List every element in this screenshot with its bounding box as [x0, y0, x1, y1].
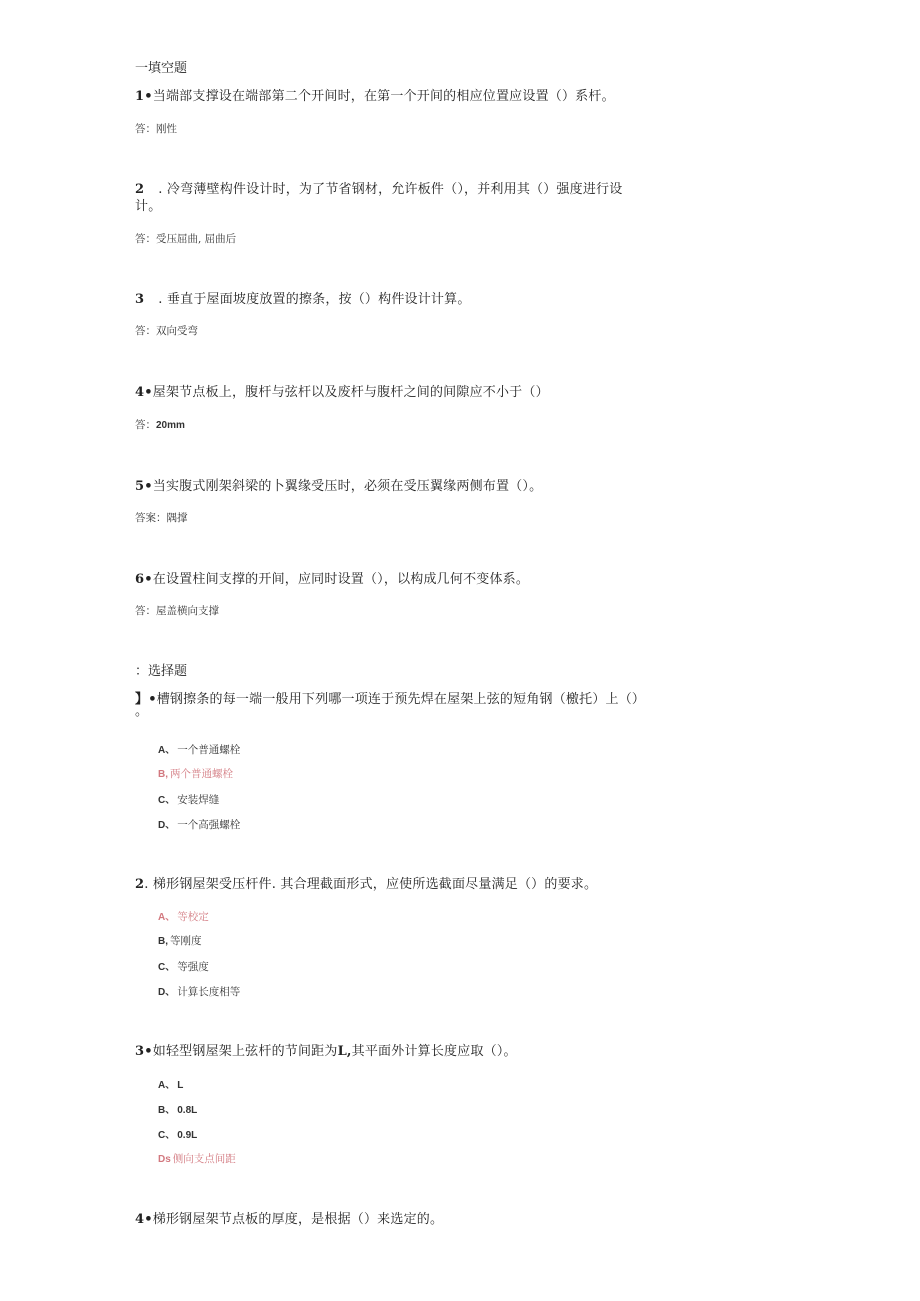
question-text-bold: L, [337, 1044, 352, 1059]
option-text: 安装焊缝 [177, 794, 220, 806]
question-number: 5• [135, 479, 153, 494]
option-text: 0.8L [177, 1105, 198, 1116]
option-text: 等校定 [177, 911, 209, 923]
question-number: 6• [135, 572, 153, 587]
option-letter: A、 [158, 745, 176, 756]
choice-question-3 [135, 1040, 517, 1059]
option-letter: C、 [158, 962, 176, 973]
question-text: 如轻型钢屋架上弦杆的节间距为 [152, 1044, 338, 1059]
option-text: 计算长度相等 [177, 986, 241, 998]
question-text: 在设置柱间支撑的开间，应同时设置（），以构成几何不变体系。 [152, 572, 530, 587]
question-text: . 梯形钢屋架受压杆件. 其合理截面形式，应使所选截面尽量满足（）的要求。 [144, 877, 598, 892]
option-b-correct [158, 766, 233, 781]
option-text: 两个普通螺栓 [170, 768, 233, 780]
question-text: 梯形钢屋架节点板的厚度，是根据（）来选定的。 [152, 1212, 444, 1227]
option-text: 等强度 [177, 961, 209, 973]
option-a [158, 741, 240, 757]
question-2-continued: 计。 [135, 199, 162, 214]
option-text: 0.9L [177, 1130, 198, 1141]
option-text: 一个普通螺栓 [177, 744, 241, 756]
option-letter: D、 [158, 820, 176, 831]
option-text: L [177, 1080, 184, 1091]
question-number: 2 [135, 877, 145, 892]
option-letter: A、 [158, 912, 176, 923]
option-c [158, 958, 209, 974]
answer-1: 答：刚性 [135, 123, 177, 135]
option-text: 一个高强螺栓 [177, 819, 241, 831]
option-d-correct [158, 1151, 236, 1166]
question-number: 3 [135, 292, 145, 307]
option-c [158, 791, 219, 807]
option-letter: B, [158, 769, 168, 780]
question-number: 3• [135, 1044, 153, 1059]
section-title-fill: 一填空题 [135, 61, 188, 76]
choice-question-1-continued: 。 [135, 704, 149, 719]
question-2 [135, 178, 622, 197]
option-letter: C、 [158, 795, 176, 806]
option-letter: C、 [158, 1130, 176, 1141]
question-text: . 冷弯薄壁构件设计时，为了节省钢材，允许板件（），并利用其（）强度进行设 [158, 182, 623, 197]
option-letter: A、 [158, 1080, 176, 1091]
question-5 [135, 475, 542, 494]
question-text: 槽钢擦条的每一端一般用下列哪一项连于预先焊在屋架上弦的短角钢（檄托）上（） [156, 692, 646, 707]
question-text: 当端部支撑设在端部第二个开间时，在第一个开间的相应位置应设置（）系杆。 [152, 89, 615, 104]
option-b [158, 1101, 197, 1116]
question-6 [135, 568, 529, 587]
choice-question-1 [135, 688, 645, 707]
question-number: 4• [135, 385, 153, 400]
question-number: 2 [135, 182, 145, 197]
option-letter: B、 [158, 1105, 176, 1116]
question-text: . 垂直于屋面坡度放置的擦条，按（）构件设计计算。 [158, 292, 471, 307]
option-b [158, 933, 202, 948]
question-4 [135, 381, 549, 400]
option-d [158, 816, 240, 832]
option-text: 等刚度 [170, 935, 202, 947]
choice-question-2 [135, 873, 597, 892]
question-1 [135, 85, 615, 104]
option-c [158, 1126, 197, 1141]
question-number: 4• [135, 1212, 153, 1227]
option-a [158, 1076, 183, 1091]
question-number: 1• [135, 89, 153, 104]
option-letter: D、 [158, 987, 176, 998]
question-text: 当实腹式刚架斜梁的卜翼缘受压时，必须在受压翼缘两侧布置（）。 [152, 479, 543, 494]
choice-question-4 [135, 1208, 443, 1227]
option-a-correct [158, 908, 209, 924]
answer-3: 答：双向受弯 [135, 325, 198, 337]
answer-prefix: 答： [135, 419, 156, 431]
option-d [158, 983, 240, 999]
question-text-after: 其平面外计算长度应取（）。 [351, 1044, 517, 1059]
question-3 [135, 288, 471, 307]
option-letter: B, [158, 936, 168, 947]
question-number: 】• [135, 692, 157, 707]
answer-4 [135, 417, 185, 432]
answer-6: 答：屋盖横向支撑 [135, 605, 219, 617]
option-letter: Ds [158, 1154, 171, 1165]
option-text: 侧向支点间距 [172, 1153, 236, 1165]
answer-5: 答案：隅撑 [135, 512, 188, 524]
section-title-choice: ：选择题 [135, 664, 188, 679]
answer-value: 20mm [156, 420, 185, 431]
answer-2: 答：受压屈曲, 屈曲后 [135, 233, 237, 245]
question-text: 屋架节点板上，腹杆与弦杆以及废杆与腹杆之间的间隙应不小于（） [152, 385, 549, 400]
